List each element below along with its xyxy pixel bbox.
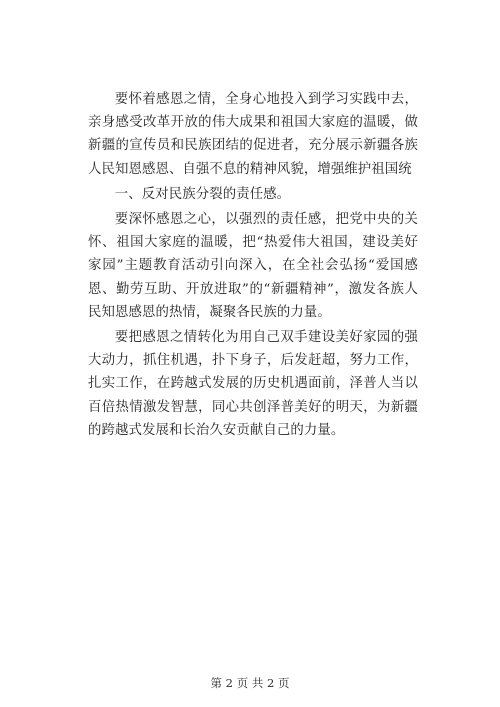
paragraph-gratitude-practice: 要怀着感恩之情，全身心地投入到学习实践中去，亲身感受改革开放的伟大成果和祖国大家庭的温暖，做新疆的宣传员和民族团结的促进者，充分展示新疆各族人民知恩感恩、自强不息的精神风貌，增强维护祖国统 [88, 92, 418, 177]
document-body [88, 88, 418, 442]
paragraph-section-heading: 一、反对民族分裂的责任感。 [114, 186, 291, 202]
paragraph-motivation: 要把感恩之情转化为用自己双手建设美好家园的强大动力，抓住机遇，扑下身子，后发赶超，努力工作，扎实工作，在跨越式发展的历史机遇面前，泽普人当以百倍热情激发智慧，同心共创泽普美好的明天，为新疆的跨越式发展和长治久安贡献自己的力量。 [88, 330, 418, 438]
paragraph-responsibility: 要深怀感恩之心，以强烈的责任感，把党中央的关怀、祖国大家庭的温暖，把“热爱伟大祖国，建设美好家园”主题教育活动引向深入，在全社会弘扬“爱国感恩、勤劳互助、开放进取”的“新疆精神”，激发各族人民知恩感恩的热情，凝聚各民族的力量。 [88, 212, 418, 320]
page-number-footer: 第 2 页 共 2 页 [210, 676, 290, 690]
